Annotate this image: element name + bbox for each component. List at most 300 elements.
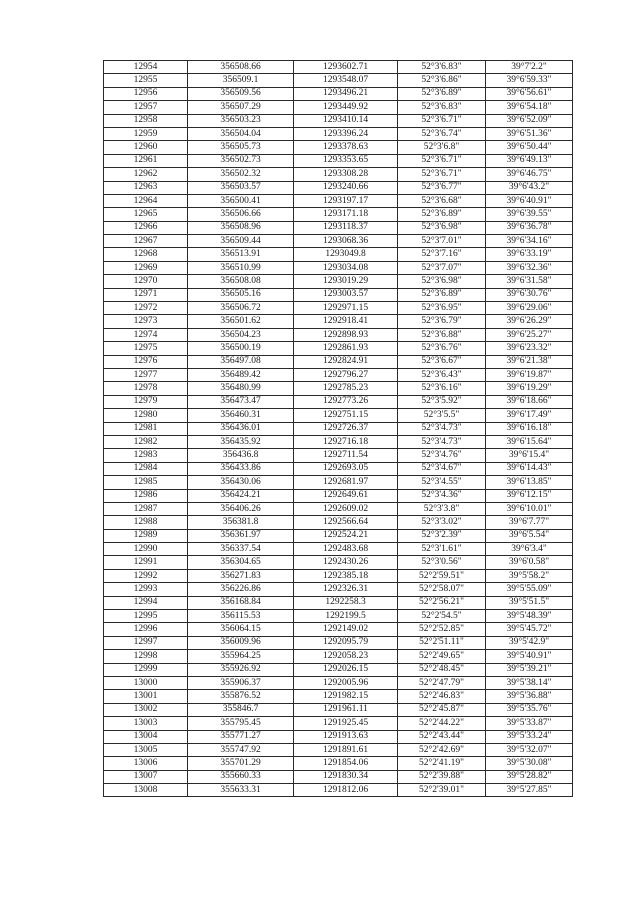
- longitude-cell: 39°6'54.18": [486, 101, 573, 114]
- point-id-cell: 12972: [104, 302, 188, 315]
- longitude-cell: 39°5'48.39": [486, 610, 573, 623]
- point-id-cell: 12958: [104, 114, 188, 127]
- x-coordinate-cell: 356115.53: [188, 610, 294, 623]
- x-coordinate-cell: 355926.92: [188, 663, 294, 676]
- table-row: [104, 543, 573, 556]
- table-row: [104, 342, 573, 355]
- latitude-cell: 52°3'6.86": [398, 74, 486, 87]
- point-id-cell: 12970: [104, 275, 188, 288]
- latitude-cell: 52°2'39.01": [398, 784, 486, 797]
- y-coordinate-cell: 1292796.27: [294, 368, 398, 381]
- longitude-cell: 39°5'33.87": [486, 717, 573, 730]
- longitude-cell: 39°6'56.61": [486, 87, 573, 100]
- point-id-cell: 12971: [104, 288, 188, 301]
- longitude-cell: 39°6'51.36": [486, 127, 573, 140]
- x-coordinate-cell: 356497.08: [188, 355, 294, 368]
- longitude-cell: 39°5'42.9": [486, 636, 573, 649]
- latitude-cell: 52°2'47.79": [398, 676, 486, 689]
- latitude-cell: 52°2'56.21": [398, 596, 486, 609]
- x-coordinate-cell: 356507.29: [188, 101, 294, 114]
- table-row: [104, 569, 573, 582]
- latitude-cell: 52°3'4.73": [398, 422, 486, 435]
- table-row: [104, 529, 573, 542]
- point-id-cell: 12966: [104, 221, 188, 234]
- y-coordinate-cell: 1293034.08: [294, 261, 398, 274]
- point-id-cell: 12998: [104, 650, 188, 663]
- y-coordinate-cell: 1292430.26: [294, 556, 398, 569]
- point-id-cell: 12989: [104, 529, 188, 542]
- longitude-cell: 39°5'40.91": [486, 650, 573, 663]
- x-coordinate-cell: 355964.25: [188, 650, 294, 663]
- point-id-cell: 12992: [104, 569, 188, 582]
- table-row: [104, 636, 573, 649]
- y-coordinate-cell: 1292326.31: [294, 583, 398, 596]
- latitude-cell: 52°3'7.01": [398, 235, 486, 248]
- table-row: [104, 141, 573, 154]
- y-coordinate-cell: 1291891.61: [294, 743, 398, 756]
- x-coordinate-cell: 356510.99: [188, 261, 294, 274]
- x-coordinate-cell: 356304.65: [188, 556, 294, 569]
- x-coordinate-cell: 356503.23: [188, 114, 294, 127]
- table-row: [104, 596, 573, 609]
- longitude-cell: 39°6'7.77": [486, 516, 573, 529]
- x-coordinate-cell: 355906.37: [188, 676, 294, 689]
- x-coordinate-cell: 356502.32: [188, 168, 294, 181]
- x-coordinate-cell: 355795.45: [188, 717, 294, 730]
- y-coordinate-cell: 1292199.5: [294, 610, 398, 623]
- longitude-cell: 39°6'34.16": [486, 235, 573, 248]
- latitude-cell: 52°3'4.76": [398, 449, 486, 462]
- table-row: [104, 127, 573, 140]
- y-coordinate-cell: 1293396.24: [294, 127, 398, 140]
- latitude-cell: 52°2'52.85": [398, 623, 486, 636]
- point-id-cell: 12963: [104, 181, 188, 194]
- latitude-cell: 52°2'44.22": [398, 717, 486, 730]
- latitude-cell: 52°3'3.8": [398, 502, 486, 515]
- point-id-cell: 13007: [104, 770, 188, 783]
- latitude-cell: 52°3'6.16": [398, 382, 486, 395]
- longitude-cell: 39°5'33.24": [486, 730, 573, 743]
- longitude-cell: 39°6'25.27": [486, 328, 573, 341]
- y-coordinate-cell: 1293118.37: [294, 221, 398, 234]
- latitude-cell: 52°3'6.89": [398, 208, 486, 221]
- point-id-cell: 12965: [104, 208, 188, 221]
- latitude-cell: 52°3'6.83": [398, 61, 486, 74]
- y-coordinate-cell: 1292824.91: [294, 355, 398, 368]
- table-row: [104, 61, 573, 74]
- y-coordinate-cell: 1293068.36: [294, 235, 398, 248]
- point-id-cell: 12979: [104, 395, 188, 408]
- y-coordinate-cell: 1293602.71: [294, 61, 398, 74]
- longitude-cell: 39°6'50.44": [486, 141, 573, 154]
- latitude-cell: 52°3'6.8": [398, 141, 486, 154]
- x-coordinate-cell: 356501.62: [188, 315, 294, 328]
- longitude-cell: 39°6'16.18": [486, 422, 573, 435]
- y-coordinate-cell: 1292693.05: [294, 462, 398, 475]
- latitude-cell: 52°3'6.83": [398, 101, 486, 114]
- latitude-cell: 52°3'1.61": [398, 543, 486, 556]
- x-coordinate-cell: 355701.29: [188, 757, 294, 770]
- latitude-cell: 52°2'49.65": [398, 650, 486, 663]
- x-coordinate-cell: 356381.8: [188, 516, 294, 529]
- table-row: [104, 208, 573, 221]
- y-coordinate-cell: 1292898.93: [294, 328, 398, 341]
- table-row: [104, 422, 573, 435]
- y-coordinate-cell: 1291913.63: [294, 730, 398, 743]
- latitude-cell: 52°3'6.74": [398, 127, 486, 140]
- longitude-cell: 39°6'15.4": [486, 449, 573, 462]
- latitude-cell: 52°3'6.71": [398, 154, 486, 167]
- table-row: [104, 168, 573, 181]
- point-id-cell: 13000: [104, 676, 188, 689]
- table-row: [104, 703, 573, 716]
- y-coordinate-cell: 1292726.37: [294, 422, 398, 435]
- point-id-cell: 12974: [104, 328, 188, 341]
- y-coordinate-cell: 1293019.29: [294, 275, 398, 288]
- x-coordinate-cell: 356361.97: [188, 529, 294, 542]
- y-coordinate-cell: 1293410.14: [294, 114, 398, 127]
- y-coordinate-cell: 1293049.8: [294, 248, 398, 261]
- x-coordinate-cell: 356460.31: [188, 409, 294, 422]
- y-coordinate-cell: 1292058.23: [294, 650, 398, 663]
- latitude-cell: 52°3'6.71": [398, 168, 486, 181]
- point-id-cell: 12964: [104, 194, 188, 207]
- longitude-cell: 39°6'3.4": [486, 543, 573, 556]
- latitude-cell: 52°2'45.87": [398, 703, 486, 716]
- longitude-cell: 39°6'23.32": [486, 342, 573, 355]
- latitude-cell: 52°2'41.19": [398, 757, 486, 770]
- x-coordinate-cell: 356505.16: [188, 288, 294, 301]
- point-id-cell: 12967: [104, 235, 188, 248]
- point-id-cell: 12981: [104, 422, 188, 435]
- x-coordinate-cell: 356430.06: [188, 476, 294, 489]
- latitude-cell: 52°2'39.88": [398, 770, 486, 783]
- y-coordinate-cell: 1292971.15: [294, 302, 398, 315]
- point-id-cell: 13005: [104, 743, 188, 756]
- table-row: [104, 516, 573, 529]
- x-coordinate-cell: 355771.27: [188, 730, 294, 743]
- latitude-cell: 52°2'43.44": [398, 730, 486, 743]
- latitude-cell: 52°3'6.77": [398, 181, 486, 194]
- longitude-cell: 39°6'13.85": [486, 476, 573, 489]
- y-coordinate-cell: 1292026.15: [294, 663, 398, 676]
- point-id-cell: 12997: [104, 636, 188, 649]
- latitude-cell: 52°3'3.02": [398, 516, 486, 529]
- table-row: [104, 355, 573, 368]
- y-coordinate-cell: 1291854.06: [294, 757, 398, 770]
- table-row: [104, 462, 573, 475]
- latitude-cell: 52°3'4.36": [398, 489, 486, 502]
- table-row: [104, 328, 573, 341]
- latitude-cell: 52°3'6.76": [398, 342, 486, 355]
- table-row: [104, 757, 573, 770]
- x-coordinate-cell: 356009.96: [188, 636, 294, 649]
- point-id-cell: 12956: [104, 87, 188, 100]
- x-coordinate-cell: 355747.92: [188, 743, 294, 756]
- x-coordinate-cell: 356504.23: [188, 328, 294, 341]
- latitude-cell: 52°3'4.55": [398, 476, 486, 489]
- table-row: [104, 181, 573, 194]
- longitude-cell: 39°6'30.76": [486, 288, 573, 301]
- x-coordinate-cell: 356509.56: [188, 87, 294, 100]
- coordinates-table-body: [104, 61, 573, 797]
- point-id-cell: 12994: [104, 596, 188, 609]
- y-coordinate-cell: 1292773.26: [294, 395, 398, 408]
- point-id-cell: 12973: [104, 315, 188, 328]
- table-row: [104, 690, 573, 703]
- table-row: [104, 556, 573, 569]
- table-row: [104, 435, 573, 448]
- longitude-cell: 39°5'51.5": [486, 596, 573, 609]
- point-id-cell: 12987: [104, 502, 188, 515]
- latitude-cell: 52°3'4.67": [398, 462, 486, 475]
- latitude-cell: 52°3'5.5": [398, 409, 486, 422]
- y-coordinate-cell: 1292861.93: [294, 342, 398, 355]
- point-id-cell: 12957: [104, 101, 188, 114]
- y-coordinate-cell: 1292483.68: [294, 543, 398, 556]
- latitude-cell: 52°2'58.07": [398, 583, 486, 596]
- point-id-cell: 13003: [104, 717, 188, 730]
- latitude-cell: 52°3'6.67": [398, 355, 486, 368]
- y-coordinate-cell: 1292258.3: [294, 596, 398, 609]
- table-row: [104, 154, 573, 167]
- latitude-cell: 52°3'7.16": [398, 248, 486, 261]
- longitude-cell: 39°6'14.43": [486, 462, 573, 475]
- point-id-cell: 13002: [104, 703, 188, 716]
- x-coordinate-cell: 356435.92: [188, 435, 294, 448]
- longitude-cell: 39°5'32.07": [486, 743, 573, 756]
- x-coordinate-cell: 356064.15: [188, 623, 294, 636]
- table-row: [104, 368, 573, 381]
- x-coordinate-cell: 356505.73: [188, 141, 294, 154]
- x-coordinate-cell: 356406.26: [188, 502, 294, 515]
- x-coordinate-cell: 356513.91: [188, 248, 294, 261]
- table-row: [104, 395, 573, 408]
- y-coordinate-cell: 1292681.97: [294, 476, 398, 489]
- table-row: [104, 74, 573, 87]
- table-row: [104, 409, 573, 422]
- y-coordinate-cell: 1293197.17: [294, 194, 398, 207]
- y-coordinate-cell: 1292918.41: [294, 315, 398, 328]
- y-coordinate-cell: 1292095.79: [294, 636, 398, 649]
- point-id-cell: 12969: [104, 261, 188, 274]
- y-coordinate-cell: 1292149.02: [294, 623, 398, 636]
- latitude-cell: 52°3'6.89": [398, 87, 486, 100]
- latitude-cell: 52°2'54.5": [398, 610, 486, 623]
- point-id-cell: 12995: [104, 610, 188, 623]
- point-id-cell: 13008: [104, 784, 188, 797]
- x-coordinate-cell: 356500.19: [188, 342, 294, 355]
- x-coordinate-cell: 356500.41: [188, 194, 294, 207]
- latitude-cell: 52°2'59.51": [398, 569, 486, 582]
- table-row: [104, 743, 573, 756]
- table-row: [104, 476, 573, 489]
- y-coordinate-cell: 1292649.61: [294, 489, 398, 502]
- latitude-cell: 52°3'6.98": [398, 275, 486, 288]
- y-coordinate-cell: 1292385.18: [294, 569, 398, 582]
- y-coordinate-cell: 1293003.57: [294, 288, 398, 301]
- point-id-cell: 12982: [104, 435, 188, 448]
- y-coordinate-cell: 1293171.18: [294, 208, 398, 221]
- x-coordinate-cell: 356271.83: [188, 569, 294, 582]
- table-row: [104, 676, 573, 689]
- table-row: [104, 583, 573, 596]
- latitude-cell: 52°3'6.68": [398, 194, 486, 207]
- y-coordinate-cell: 1293496.21: [294, 87, 398, 100]
- x-coordinate-cell: 356424.21: [188, 489, 294, 502]
- table-row: [104, 248, 573, 261]
- latitude-cell: 52°3'2.39": [398, 529, 486, 542]
- longitude-cell: 39°6'31.58": [486, 275, 573, 288]
- x-coordinate-cell: 356226.86: [188, 583, 294, 596]
- table-row: [104, 784, 573, 797]
- table-row: [104, 275, 573, 288]
- longitude-cell: 39°6'40.91": [486, 194, 573, 207]
- point-id-cell: 12975: [104, 342, 188, 355]
- x-coordinate-cell: 356506.72: [188, 302, 294, 315]
- longitude-cell: 39°6'21.38": [486, 355, 573, 368]
- x-coordinate-cell: 356168.84: [188, 596, 294, 609]
- table-row: [104, 235, 573, 248]
- x-coordinate-cell: 356508.08: [188, 275, 294, 288]
- point-id-cell: 12976: [104, 355, 188, 368]
- y-coordinate-cell: 1292716.18: [294, 435, 398, 448]
- point-id-cell: 12985: [104, 476, 188, 489]
- x-coordinate-cell: 356504.04: [188, 127, 294, 140]
- table-row: [104, 717, 573, 730]
- point-id-cell: 12960: [104, 141, 188, 154]
- latitude-cell: 52°3'7.07": [398, 261, 486, 274]
- x-coordinate-cell: 355876.52: [188, 690, 294, 703]
- longitude-cell: 39°6'26.29": [486, 315, 573, 328]
- y-coordinate-cell: 1292711.54: [294, 449, 398, 462]
- latitude-cell: 52°3'6.98": [398, 221, 486, 234]
- table-row: [104, 770, 573, 783]
- table-row: [104, 610, 573, 623]
- x-coordinate-cell: 356508.66: [188, 61, 294, 74]
- table-row: [104, 315, 573, 328]
- longitude-cell: 39°6'0.58": [486, 556, 573, 569]
- table-row: [104, 221, 573, 234]
- longitude-cell: 39°5'27.85": [486, 784, 573, 797]
- longitude-cell: 39°5'58.2": [486, 569, 573, 582]
- x-coordinate-cell: 356473.47: [188, 395, 294, 408]
- coordinates-table: [103, 60, 573, 797]
- longitude-cell: 39°5'35.76": [486, 703, 573, 716]
- y-coordinate-cell: 1293240.66: [294, 181, 398, 194]
- y-coordinate-cell: 1293353.65: [294, 154, 398, 167]
- point-id-cell: 12955: [104, 74, 188, 87]
- point-id-cell: 12996: [104, 623, 188, 636]
- point-id-cell: 12977: [104, 368, 188, 381]
- table-row: [104, 261, 573, 274]
- y-coordinate-cell: 1291812.06: [294, 784, 398, 797]
- table-row: [104, 449, 573, 462]
- latitude-cell: 52°2'46.83": [398, 690, 486, 703]
- x-coordinate-cell: 356506.66: [188, 208, 294, 221]
- x-coordinate-cell: 356433.86: [188, 462, 294, 475]
- longitude-cell: 39°5'28.82": [486, 770, 573, 783]
- table-row: [104, 194, 573, 207]
- longitude-cell: 39°6'33.19": [486, 248, 573, 261]
- longitude-cell: 39°5'30.08": [486, 757, 573, 770]
- longitude-cell: 39°6'36.78": [486, 221, 573, 234]
- table-row: [104, 101, 573, 114]
- y-coordinate-cell: 1291925.45: [294, 717, 398, 730]
- y-coordinate-cell: 1293308.28: [294, 168, 398, 181]
- longitude-cell: 39°6'46.75": [486, 168, 573, 181]
- x-coordinate-cell: 355846.7: [188, 703, 294, 716]
- latitude-cell: 52°3'5.92": [398, 395, 486, 408]
- latitude-cell: 52°3'6.89": [398, 288, 486, 301]
- point-id-cell: 12968: [104, 248, 188, 261]
- x-coordinate-cell: 356509.1: [188, 74, 294, 87]
- y-coordinate-cell: 1291982.15: [294, 690, 398, 703]
- table-row: [104, 382, 573, 395]
- point-id-cell: 12961: [104, 154, 188, 167]
- longitude-cell: 39°6'18.66": [486, 395, 573, 408]
- longitude-cell: 39°6'10.01": [486, 502, 573, 515]
- point-id-cell: 12993: [104, 583, 188, 596]
- point-id-cell: 12990: [104, 543, 188, 556]
- longitude-cell: 39°6'32.36": [486, 261, 573, 274]
- x-coordinate-cell: 356489.42: [188, 368, 294, 381]
- y-coordinate-cell: 1292751.15: [294, 409, 398, 422]
- longitude-cell: 39°6'29.06": [486, 302, 573, 315]
- x-coordinate-cell: 356436.8: [188, 449, 294, 462]
- x-coordinate-cell: 355660.33: [188, 770, 294, 783]
- x-coordinate-cell: 356509.44: [188, 235, 294, 248]
- point-id-cell: 12984: [104, 462, 188, 475]
- y-coordinate-cell: 1292005.96: [294, 676, 398, 689]
- table-row: [104, 87, 573, 100]
- x-coordinate-cell: 355633.31: [188, 784, 294, 797]
- table-row: [104, 502, 573, 515]
- longitude-cell: 39°6'52.09": [486, 114, 573, 127]
- y-coordinate-cell: 1293449.92: [294, 101, 398, 114]
- longitude-cell: 39°6'19.29": [486, 382, 573, 395]
- y-coordinate-cell: 1291830.34: [294, 770, 398, 783]
- latitude-cell: 52°3'0.56": [398, 556, 486, 569]
- x-coordinate-cell: 356436.01: [188, 422, 294, 435]
- y-coordinate-cell: 1293548.07: [294, 74, 398, 87]
- y-coordinate-cell: 1292609.02: [294, 502, 398, 515]
- point-id-cell: 12991: [104, 556, 188, 569]
- point-id-cell: 12959: [104, 127, 188, 140]
- longitude-cell: 39°5'38.14": [486, 676, 573, 689]
- y-coordinate-cell: 1293378.63: [294, 141, 398, 154]
- latitude-cell: 52°2'51.11": [398, 636, 486, 649]
- longitude-cell: 39°5'55.09": [486, 583, 573, 596]
- table-row: [104, 114, 573, 127]
- longitude-cell: 39°6'15.64": [486, 435, 573, 448]
- longitude-cell: 39°5'45.72": [486, 623, 573, 636]
- point-id-cell: 12978: [104, 382, 188, 395]
- longitude-cell: 39°6'49.13": [486, 154, 573, 167]
- table-row: [104, 302, 573, 315]
- longitude-cell: 39°6'39.55": [486, 208, 573, 221]
- longitude-cell: 39°6'19.87": [486, 368, 573, 381]
- table-row: [104, 650, 573, 663]
- x-coordinate-cell: 356337.54: [188, 543, 294, 556]
- longitude-cell: 39°6'17.49": [486, 409, 573, 422]
- longitude-cell: 39°6'5.54": [486, 529, 573, 542]
- x-coordinate-cell: 356502.73: [188, 154, 294, 167]
- longitude-cell: 39°5'39.21": [486, 663, 573, 676]
- latitude-cell: 52°2'48.45": [398, 663, 486, 676]
- y-coordinate-cell: 1292524.21: [294, 529, 398, 542]
- point-id-cell: 12980: [104, 409, 188, 422]
